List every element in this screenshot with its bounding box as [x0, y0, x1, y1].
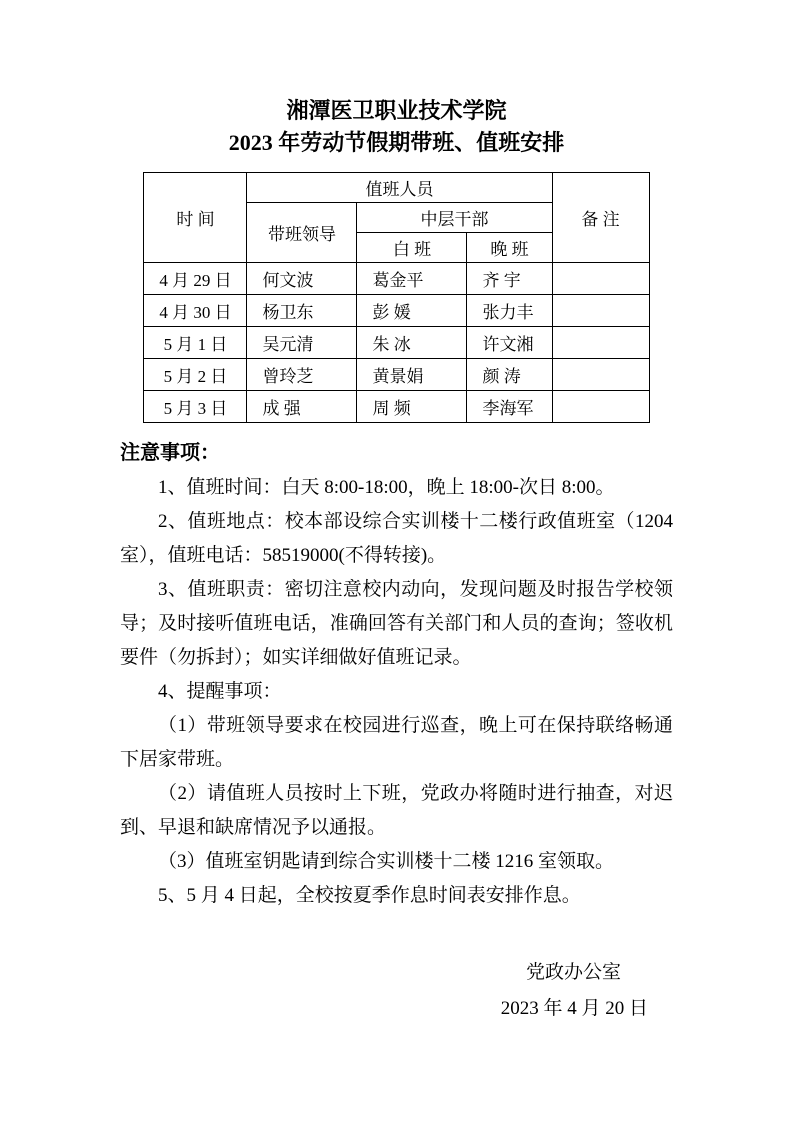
- note-item: 4、提醒事项：: [158, 681, 282, 702]
- remark-cell: [552, 359, 649, 391]
- day-shift-cell: 朱 冰: [357, 327, 467, 359]
- day-shift-cell: 葛金平: [357, 263, 467, 295]
- header-night-shift: 晚 班: [467, 233, 552, 263]
- remark-cell: [552, 391, 649, 423]
- page-subtitle: 2023 年劳动节假期带班、值班安排: [228, 130, 565, 155]
- signature-date: 2023 年 4 月 20 日: [500, 998, 648, 1019]
- table-row: [144, 263, 649, 295]
- header-middle-cadre: 中层干部: [357, 203, 552, 233]
- page-title: 湘潭医卫职业技术学院: [286, 98, 507, 123]
- note-item: 5、5 月 4 日起，全校按夏季作息时间表安排作息。: [158, 885, 581, 906]
- table-row: [144, 391, 649, 423]
- note-item: （2）请值班人员按时上下班，党政办将随时进行抽查，对迟到、早退和缺席情况予以通报。: [120, 783, 673, 838]
- leader-cell: 何文波: [247, 263, 357, 295]
- note-item: 3、值班职责：密切注意校内动向，发现问题及时报告学校领导；及时接听值班电话，准确回答有关部门和人员的查询；签收机要件（勿拆封）；如实详细做好值班记录。: [120, 579, 673, 668]
- notes-section: [120, 435, 673, 913]
- leader-cell: 杨卫东: [247, 295, 357, 327]
- remark-cell: [552, 295, 649, 327]
- date-cell: 4 月 30 日: [144, 295, 247, 327]
- day-shift-cell: 周 频: [357, 391, 467, 423]
- header-day-shift: 白 班: [357, 233, 467, 263]
- remark-cell: [552, 263, 649, 295]
- date-cell: 5 月 2 日: [144, 359, 247, 391]
- day-shift-cell: 彭 媛: [357, 295, 467, 327]
- table-row: [144, 327, 649, 359]
- notes-heading: 注意事项：: [120, 442, 220, 464]
- header-time: 时 间: [144, 173, 247, 263]
- header-remarks: 备 注: [552, 173, 649, 263]
- night-shift-cell: 李海军: [467, 391, 552, 423]
- note-item: 2、值班地点：校本部设综合实训楼十二楼行政值班室（1204 室），值班电话：58519000(不得转接)。: [120, 511, 673, 566]
- day-shift-cell: 黄景娟: [357, 359, 467, 391]
- signature-block: [120, 955, 673, 1027]
- table-row: [144, 359, 649, 391]
- header-lead-duty: 带班领导: [247, 203, 357, 263]
- table-row: [144, 295, 649, 327]
- night-shift-cell: 许文湘: [467, 327, 552, 359]
- duty-schedule-table: [143, 172, 649, 423]
- table-header-row-1: [144, 173, 649, 203]
- date-cell: 4 月 29 日: [144, 263, 247, 295]
- date-cell: 5 月 3 日: [144, 391, 247, 423]
- night-shift-cell: 齐 宇: [467, 263, 552, 295]
- night-shift-cell: 张力丰: [467, 295, 552, 327]
- header-duty-staff: 值班人员: [247, 173, 552, 203]
- leader-cell: 曾玲芝: [247, 359, 357, 391]
- leader-cell: 吴元清: [247, 327, 357, 359]
- remark-cell: [552, 327, 649, 359]
- note-item: （3）值班室钥匙请到综合实训楼十二楼 1216 室领取。: [158, 851, 615, 872]
- date-cell: 5 月 1 日: [144, 327, 247, 359]
- night-shift-cell: 颜 涛: [467, 359, 552, 391]
- note-item: 1、值班时间：白天 8:00-18:00，晚上 18:00-次日 8:00。: [158, 477, 615, 498]
- note-item: （1）带班领导要求在校园进行巡查，晚上可在保持联络畅通下居家带班。: [120, 715, 673, 770]
- signature-office: 党政办公室: [525, 962, 621, 983]
- leader-cell: 成 强: [247, 391, 357, 423]
